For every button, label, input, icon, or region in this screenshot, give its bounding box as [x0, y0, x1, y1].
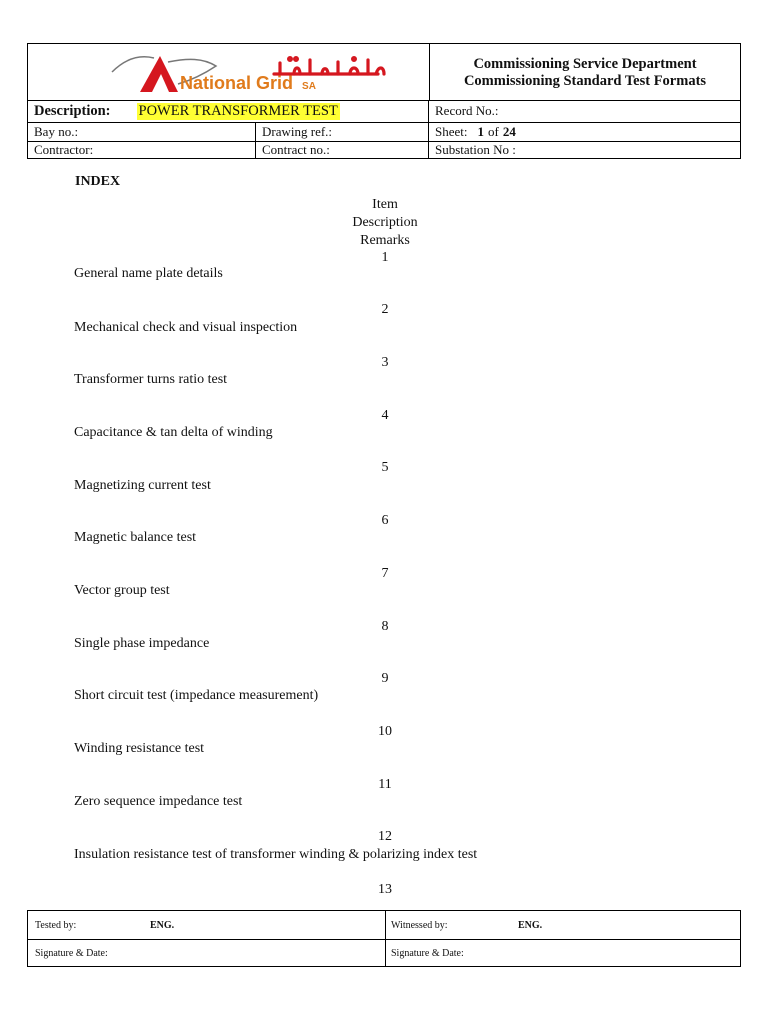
- signature-date-left: Signature & Date:: [35, 947, 108, 959]
- contractor-cell: [28, 141, 256, 159]
- record-no-label: Record No.:: [435, 103, 499, 118]
- logo-cell: [28, 44, 430, 100]
- item-number: 11: [378, 777, 392, 792]
- department-title: [430, 44, 740, 100]
- description-value: POWER TRANSFORMER TEST: [138, 102, 338, 119]
- item-description: Capacitance & tan delta of winding: [74, 425, 273, 440]
- item-number: 1: [381, 250, 389, 265]
- col-description-header: Description: [352, 215, 418, 230]
- description-cell: [28, 100, 429, 122]
- item-number: 8: [381, 619, 389, 634]
- contract-no-label: Contract no.:: [262, 142, 330, 157]
- item-number: 7: [381, 566, 389, 581]
- signature-row: [28, 939, 740, 967]
- witnessed-by-label: Witnessed by:: [391, 919, 448, 931]
- item-description: Magnetic balance test: [74, 530, 197, 545]
- item-number: 4: [381, 408, 389, 423]
- sheet-current: 1: [477, 123, 484, 139]
- description-label: Description:: [34, 102, 111, 119]
- tested-by-label: Tested by:: [35, 919, 77, 931]
- item-description: Insulation resistance test of transformer winding & polarizing index test: [74, 847, 478, 862]
- document-header: [27, 43, 741, 159]
- item-number: 10: [378, 724, 392, 739]
- contractor-row: [28, 141, 740, 159]
- description-row: [28, 100, 740, 123]
- item-description: Single phase impedance: [74, 636, 210, 651]
- drawing-ref-label: Drawing ref.:: [262, 123, 333, 139]
- bay-no-cell: [28, 122, 256, 141]
- item-number: 5: [381, 460, 389, 475]
- logo-suffix: SA: [302, 81, 316, 92]
- item-description: Short circuit test (impedance measurement): [74, 688, 319, 703]
- witnessed-by-value: ENG.: [518, 919, 543, 931]
- sheet-label: Sheet:: [435, 123, 468, 139]
- index-title: INDEX: [75, 174, 121, 189]
- col-item-header: Item: [372, 197, 398, 212]
- contract-no-cell: [256, 141, 429, 159]
- record-no-cell: [429, 100, 740, 122]
- footer-divider: [385, 939, 386, 967]
- item-description: Magnetizing current test: [74, 478, 211, 493]
- logo-english: [180, 73, 316, 94]
- drawing-ref-cell: [256, 122, 429, 141]
- logo-text: National Grid: [180, 73, 294, 93]
- bay-no-label: Bay no.:: [34, 123, 79, 139]
- item-description: Transformer turns ratio test: [74, 372, 228, 387]
- item-description: Winding resistance test: [74, 741, 205, 756]
- sheet-of: of: [488, 123, 499, 139]
- sheet-cell: [429, 122, 740, 141]
- substation-no-cell: [429, 141, 740, 159]
- header-top-row: [28, 44, 740, 101]
- contractor-label: Contractor:: [34, 142, 94, 157]
- item-number: 13: [378, 882, 392, 897]
- item-description: General name plate details: [74, 266, 223, 281]
- tested-row: [28, 911, 740, 940]
- item-number: 6: [381, 513, 389, 528]
- signature-date-right: Signature & Date:: [391, 947, 464, 959]
- substation-no-label: Substation No :: [435, 142, 516, 157]
- bay-row: [28, 122, 740, 142]
- item-number: 3: [381, 355, 389, 370]
- item-number: 12: [378, 829, 392, 844]
- item-number: 9: [381, 671, 389, 686]
- sheet-total: 24: [502, 123, 516, 139]
- tested-by-value: ENG.: [150, 919, 175, 931]
- item-description: Vector group test: [74, 583, 170, 598]
- item-description: Mechanical check and visual inspection: [74, 320, 298, 335]
- department-name: Commissioning Service Department: [473, 56, 697, 72]
- footer-divider: [385, 911, 386, 939]
- col-remarks-header: Remarks: [360, 233, 410, 248]
- item-number: 2: [381, 302, 389, 317]
- formats-name: Commissioning Standard Test Formats: [463, 73, 707, 89]
- signature-footer: [27, 910, 741, 967]
- item-description: Zero sequence impedance test: [74, 794, 243, 809]
